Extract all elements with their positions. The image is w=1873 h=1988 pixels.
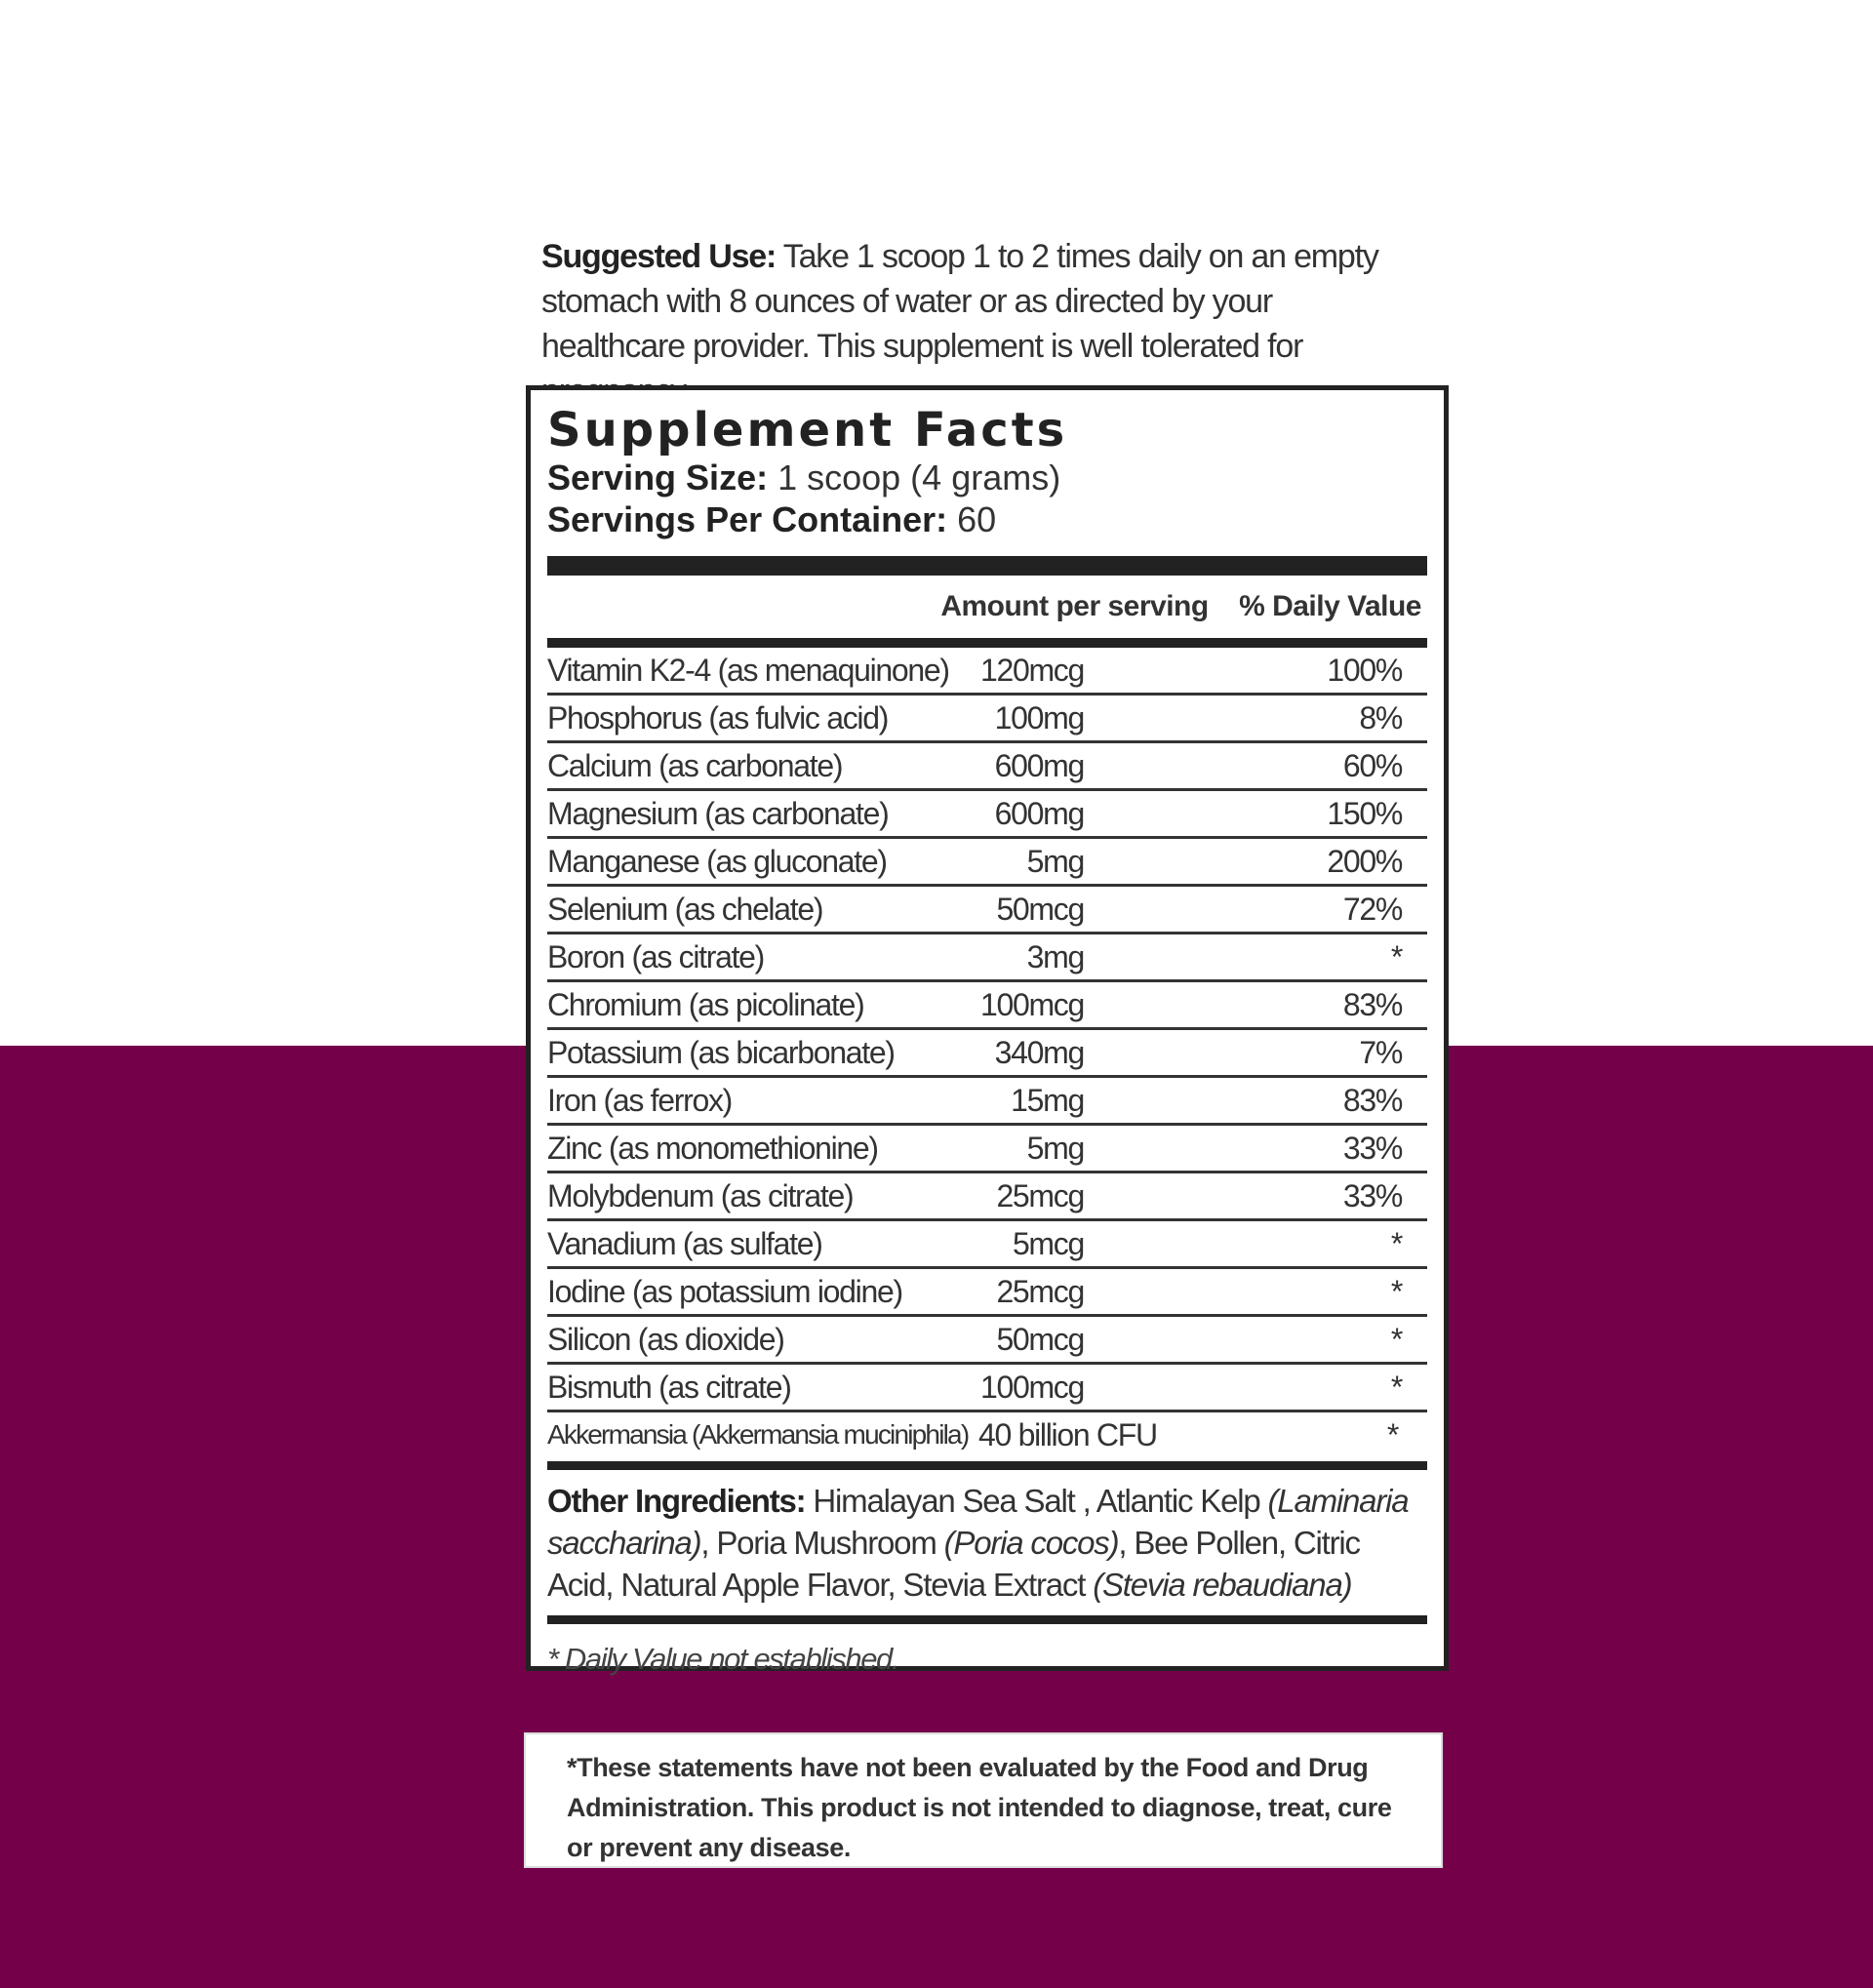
nutrient-daily-value: *	[1390, 1225, 1402, 1261]
table-row	[547, 1221, 1427, 1269]
table-row	[547, 1412, 1427, 1457]
nutrient-name: Potassium (as bicarbonate)	[547, 1034, 895, 1070]
nutrient-name: Vanadium (as sulfate)	[547, 1225, 822, 1261]
nutrient-amount: 50mcg	[996, 891, 1084, 927]
table-row	[547, 982, 1427, 1030]
nutrient-daily-value: *	[1390, 1273, 1402, 1309]
nutrient-daily-value: 33%	[1342, 1130, 1402, 1166]
other-ingredients-label: Other Ingredients:	[547, 1483, 806, 1519]
table-row	[547, 839, 1427, 887]
nutrient-amount: 100mcg	[979, 1369, 1084, 1405]
table-row	[547, 1173, 1427, 1221]
table-row	[547, 1030, 1427, 1078]
nutrient-amount: 3mg	[1026, 938, 1084, 974]
nutrient-name: Vitamin K2-4 (as menaquinone)	[547, 652, 949, 688]
column-header-row	[547, 576, 1427, 638]
servings-per-container	[547, 498, 1427, 540]
nutrient-amount: 15mg	[1011, 1082, 1084, 1118]
nutrient-name: Silicon (as dioxide)	[547, 1321, 784, 1357]
nutrient-daily-value: 72%	[1342, 891, 1402, 927]
facts-title: Supplement Facts	[547, 403, 1068, 457]
nutrient-name: Phosphorus (as fulvic acid)	[547, 699, 889, 736]
column-header-dv: % Daily Value	[1239, 590, 1421, 622]
suggested-use-text: Take 1 scoop 1 to 2 times daily on an empty stomach with 8 ounces of water or as directed by your healthcare provider. This supplement is well tolerated for	[541, 238, 1378, 365]
nutrient-name: Molybdenum (as citrate)	[547, 1177, 854, 1213]
serving-size	[547, 457, 1427, 498]
table-row	[547, 1365, 1427, 1412]
other-ingredients	[547, 1470, 1427, 1615]
nutrient-name: Selenium (as chelate)	[547, 891, 823, 927]
nutrient-table	[547, 648, 1427, 1457]
nutrient-daily-value: *	[1390, 938, 1402, 974]
serving-size-value: 1 scoop (4 grams)	[777, 457, 1061, 497]
thick-divider	[547, 556, 1427, 576]
fda-disclaimer: *These statements have not been evaluated by the Food and Drug Administration. This product is not intended to diagnose, treat, cure or prevent any disease.	[524, 1732, 1443, 1868]
table-row	[547, 696, 1427, 743]
other-divider	[547, 1461, 1427, 1470]
nutrient-amount: 40 billion CFU	[978, 1416, 1157, 1452]
column-header-amount: Amount per serving	[940, 590, 1209, 622]
servings-value: 60	[957, 499, 997, 539]
servings-label: Servings Per Container:	[547, 499, 948, 539]
table-row	[547, 791, 1427, 839]
nutrient-amount: 50mcg	[996, 1321, 1084, 1357]
nutrient-daily-value: *	[1386, 1416, 1398, 1452]
ingredient-latin: (Stevia rebaudiana)	[1093, 1567, 1352, 1603]
nutrient-name: Iron (as ferrox)	[547, 1082, 733, 1118]
nutrient-amount: 100mg	[994, 699, 1084, 736]
nutrient-daily-value: *	[1390, 1321, 1402, 1357]
nutrient-name: Manganese (as gluconate)	[547, 843, 887, 879]
ingredient-text: , Bee Pollen, Citric Acid, Natural Apple Flavor, Stevia Extract	[547, 1525, 1360, 1603]
nutrient-amount: 100mcg	[979, 986, 1084, 1022]
nutrient-daily-value: 83%	[1342, 1082, 1402, 1118]
nutrient-name: Iodine (as potassium iodine)	[547, 1273, 902, 1309]
nutrient-amount: 5mcg	[1012, 1225, 1084, 1261]
nutrient-name: Chromium (as picolinate)	[547, 986, 864, 1022]
nutrient-daily-value: *	[1390, 1369, 1402, 1405]
ingredient-latin: (Laminaria saccharina)	[547, 1483, 1409, 1561]
nutrient-daily-value: 60%	[1342, 747, 1402, 783]
nutrient-amount: 5mg	[1026, 843, 1084, 879]
ingredient-text: , Poria Mushroom	[700, 1525, 944, 1561]
table-row	[547, 934, 1427, 982]
nutrient-amount: 25mcg	[996, 1177, 1084, 1213]
nutrient-amount: 340mg	[994, 1034, 1084, 1070]
nutrient-name: Calcium (as carbonate)	[547, 747, 843, 783]
table-row	[547, 1078, 1427, 1126]
nutrient-name: Bismuth (as citrate)	[547, 1369, 791, 1405]
nutrient-name: Akkermansia (Akkermansia muciniphila)	[547, 1419, 969, 1450]
ingredient-text: Himalayan Sea Salt , Atlantic Kelp	[813, 1483, 1268, 1519]
table-row	[547, 887, 1427, 934]
footnote-divider	[547, 1615, 1427, 1624]
header-divider	[547, 638, 1427, 648]
nutrient-amount: 600mg	[994, 795, 1084, 831]
ingredient-latin: (Poria cocos)	[943, 1525, 1119, 1561]
daily-value-footnote: * Daily Value not established.	[547, 1642, 899, 1676]
nutrient-amount: 600mg	[994, 747, 1084, 783]
nutrient-daily-value: 83%	[1342, 986, 1402, 1022]
nutrient-amount: 5mg	[1026, 1130, 1084, 1166]
nutrient-name: Magnesium (as carbonate)	[547, 795, 889, 831]
nutrient-daily-value: 200%	[1327, 843, 1402, 879]
nutrient-daily-value: 150%	[1327, 795, 1402, 831]
table-row	[547, 743, 1427, 791]
nutrient-daily-value: 7%	[1359, 1034, 1402, 1070]
nutrient-daily-value: 33%	[1342, 1177, 1402, 1213]
supplement-facts-panel	[526, 385, 1449, 1676]
suggested-use-label: Suggested Use:	[541, 238, 777, 275]
nutrient-daily-value: 100%	[1327, 652, 1402, 688]
table-row	[547, 648, 1427, 696]
nutrient-name: Boron (as citrate)	[547, 938, 765, 974]
nutrient-amount: 120mcg	[979, 652, 1084, 688]
serving-size-label: Serving Size:	[547, 457, 769, 497]
nutrient-name: Zinc (as monomethionine)	[547, 1130, 878, 1166]
nutrient-daily-value: 8%	[1359, 699, 1402, 736]
table-row	[547, 1269, 1427, 1317]
nutrient-amount: 25mcg	[996, 1273, 1084, 1309]
table-row	[547, 1126, 1427, 1173]
table-row	[547, 1317, 1427, 1365]
